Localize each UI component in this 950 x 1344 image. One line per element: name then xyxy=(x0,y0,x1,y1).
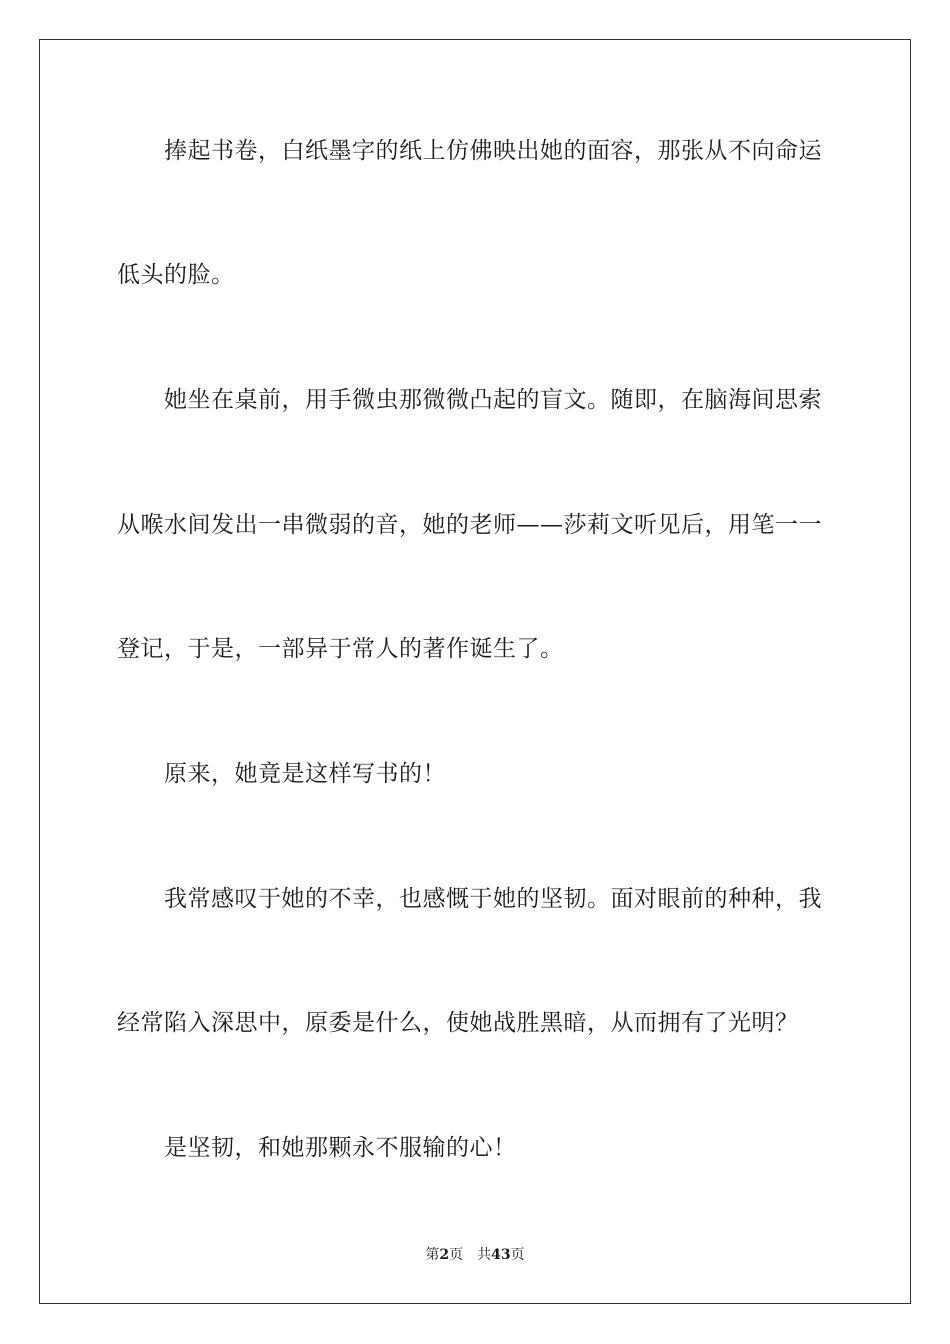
paragraph-1-line-2: 低头的脸。 xyxy=(117,262,235,288)
page-border xyxy=(39,39,911,1304)
paragraph-5-line-1: 是坚韧，和她那颗永不服输的心！ xyxy=(164,1135,517,1161)
paragraph-2-line-2: 从喉水间发出一串微弱的音，她的老师——莎莉文听见后，用笔一一 xyxy=(117,512,822,538)
paragraph-4-line-2: 经常陷入深思中，原委是什么，使她战胜黑暗，从而拥有了光明？ xyxy=(117,1010,799,1036)
paragraph-2-line-3: 登记，于是，一部异于常人的著作诞生了。 xyxy=(117,636,564,662)
footer-page-suffix: 页 xyxy=(449,1247,464,1263)
footer-page-total: 43 xyxy=(491,1247,511,1263)
paragraph-2-line-1: 她坐在桌前，用手微虫那微微凸起的盲文。随即，在脑海间思索 xyxy=(164,387,822,413)
paragraph-1-line-1: 捧起书卷，白纸墨字的纸上仿佛映出她的面容，那张从不向命运 xyxy=(164,138,822,164)
footer-total-suffix: 页 xyxy=(510,1247,525,1263)
paragraph-3-line-1: 原来，她竟是这样写书的！ xyxy=(164,761,446,787)
paragraph-4-line-1: 我常感叹于她的不幸，也感慨于她的坚韧。面对眼前的种种，我 xyxy=(164,886,822,912)
footer-page-prefix: 第 xyxy=(425,1247,440,1263)
page-footer xyxy=(0,1246,950,1264)
footer-total-prefix: 共 xyxy=(477,1247,492,1263)
footer-page-current: 2 xyxy=(439,1247,450,1263)
